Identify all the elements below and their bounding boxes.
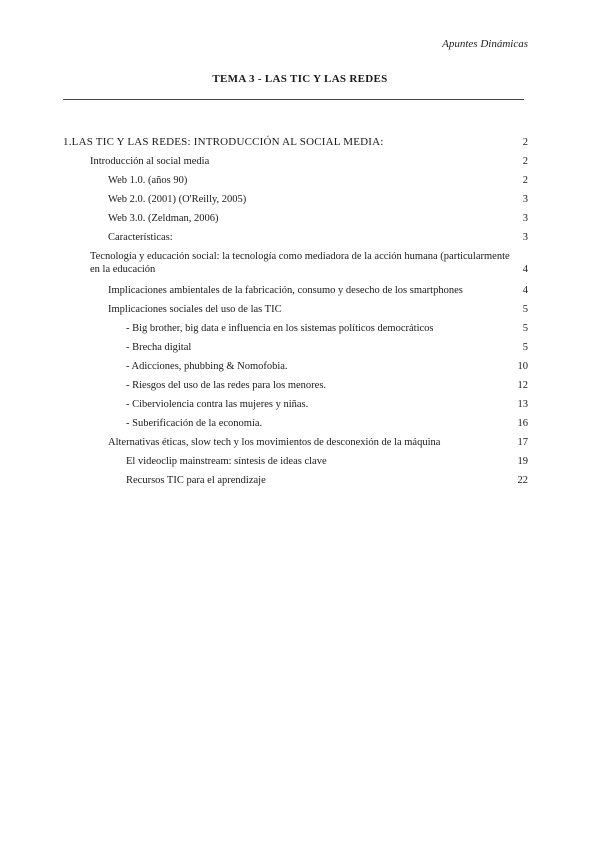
toc-entry-label: - Big brother, big data e influencia en los sistemas políticos democráticos (126, 323, 434, 334)
toc-entry-label: - Adicciones, phubbing & Nomofobia. (126, 361, 288, 372)
toc-entry-label: Tecnología y educación social: la tecnología como mediadora de la acción humana (particularmente en la educación (90, 251, 510, 275)
document-title: TEMA 3 - LAS TIC Y LAS REDES (212, 73, 388, 85)
toc-entry-label: Implicaciones sociales del uso de las TIC (108, 304, 282, 315)
toc-entry-page: 10 (517, 361, 528, 372)
toc-entry-label: Implicaciones ambientales de la fabricación, consumo y desecho de los smartphones (108, 285, 463, 296)
toc-entry-page: 5 (522, 342, 528, 353)
toc-entry-page: 12 (517, 380, 528, 391)
toc-entry-label: 1.LAS TIC Y LAS REDES: INTRODUCCIÓN AL SOCIAL MEDIA: (63, 136, 384, 148)
toc-entry-page: 2 (522, 137, 528, 148)
toc-entry-label: - Riesgos del uso de las redes para los menores. (126, 380, 327, 391)
toc-entry-page: 3 (522, 213, 528, 224)
title-divider (63, 99, 524, 100)
toc-entry-page: 4 (522, 264, 528, 275)
toc-entry-page: 3 (522, 232, 528, 243)
toc-entry-page: 5 (522, 323, 528, 334)
toc-entry-label: Alternativas éticas, slow tech y los movimientos de desconexión de la máquina (108, 437, 441, 448)
toc-entry-label: Web 2.0. (2001) (O'Reilly, 2005) (108, 194, 247, 205)
toc-entry-label: - Ciberviolencia contra las mujeres y niñas. (126, 399, 309, 410)
toc-entry-page: 2 (522, 175, 528, 186)
toc-entry-page: 3 (522, 194, 528, 205)
toc-entry-page: 17 (517, 437, 528, 448)
toc-entry-page: 19 (517, 456, 528, 467)
toc-entry-label: Introducción al social media (90, 156, 210, 167)
toc-entry-page: 22 (517, 475, 528, 486)
toc-entry-label: - Suberificación de la economía. (126, 418, 263, 429)
toc-entry-label: El videoclip mainstream: síntesis de ideas clave (126, 456, 327, 467)
toc-entry-page: 2 (522, 156, 528, 167)
toc-entry-page: 4 (522, 285, 528, 296)
toc-entry-page: 5 (522, 304, 528, 315)
toc-entry-label: Características: (108, 232, 173, 243)
toc-entry-label: Web 1.0. (años 90) (108, 175, 188, 186)
toc-entry-label: Recursos TIC para el aprendizaje (126, 475, 266, 486)
toc-entry-page: 13 (517, 399, 528, 410)
running-header: Apuntes Dinámicas (442, 38, 528, 50)
toc-entry-label: Web 3.0. (Zeldman, 2006) (108, 213, 219, 224)
toc-entry-label: - Brecha digital (126, 342, 192, 353)
toc-entry-page: 16 (517, 418, 528, 429)
